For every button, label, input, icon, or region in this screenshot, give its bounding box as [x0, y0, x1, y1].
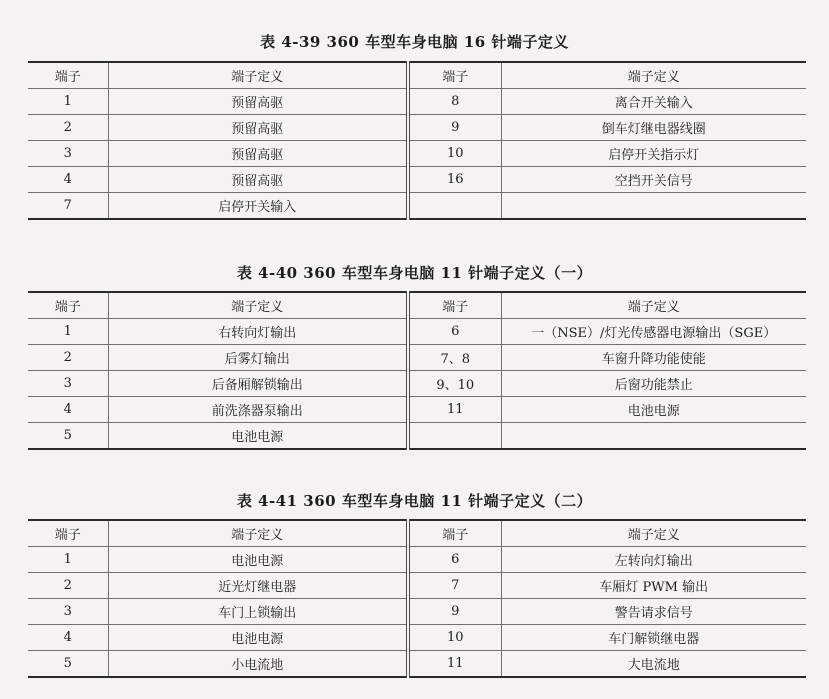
terminal-cell: 10	[408, 625, 501, 651]
terminal-cell: 16	[408, 167, 501, 193]
definition-cell: 后雾灯输出	[108, 345, 408, 371]
terminal-cell: 6	[408, 547, 501, 573]
table-row	[28, 141, 806, 167]
header-definition: 端子定义	[501, 520, 806, 547]
definition-cell: 电池电源	[501, 397, 806, 423]
definition-cell: 近光灯继电器	[108, 573, 408, 599]
terminal-cell: 3	[28, 371, 108, 397]
table-row	[28, 651, 806, 678]
table-header-row	[28, 62, 806, 89]
terminal-cell: 11	[408, 651, 501, 678]
definition-cell: 倒车灯继电器线圈	[501, 115, 806, 141]
table-row	[28, 345, 806, 371]
definition-cell: 预留高驱	[108, 141, 408, 167]
terminal-cell: 9、10	[408, 371, 501, 397]
terminal-cell: 3	[28, 141, 108, 167]
definition-cell: 车门上锁输出	[108, 599, 408, 625]
definition-cell	[501, 423, 806, 450]
header-definition: 端子定义	[108, 292, 408, 319]
definition-cell: 空挡开关信号	[501, 167, 806, 193]
definition-cell: 预留高驱	[108, 89, 408, 115]
terminal-cell	[408, 423, 501, 450]
header-terminal: 端子	[28, 62, 108, 89]
terminal-cell: 7、8	[408, 345, 501, 371]
header-definition: 端子定义	[108, 62, 408, 89]
terminal-cell: 7	[408, 573, 501, 599]
definition-cell: 警告请求信号	[501, 599, 806, 625]
definition-cell: 预留高驱	[108, 115, 408, 141]
table-row	[28, 397, 806, 423]
terminal-cell: 1	[28, 89, 108, 115]
definition-cell: 车门解锁继电器	[501, 625, 806, 651]
table-row	[28, 371, 806, 397]
terminal-cell: 9	[408, 599, 501, 625]
table-row	[28, 167, 806, 193]
definition-cell: 车窗升降功能使能	[501, 345, 806, 371]
definition-cell: 离合开关输入	[501, 89, 806, 115]
definition-cell: 小电流地	[108, 651, 408, 678]
definition-cell: 大电流地	[501, 651, 806, 678]
header-terminal: 端子	[28, 520, 108, 547]
table-4-41-caption: 表 4-41 360 车型车身电脑 11 针端子定义（二）	[236, 492, 593, 510]
table-row	[28, 89, 806, 115]
definition-cell: 电池电源	[108, 625, 408, 651]
terminal-cell: 8	[408, 89, 501, 115]
terminal-cell: 2	[28, 345, 108, 371]
header-terminal: 端子	[408, 520, 501, 547]
definition-cell: 启停开关指示灯	[501, 141, 806, 167]
table-4-39-caption: 表 4-39 360 车型车身电脑 16 针端子定义	[260, 33, 569, 51]
table-row	[28, 319, 806, 345]
table-row	[28, 599, 806, 625]
terminal-cell: 7	[28, 193, 108, 220]
terminal-cell: 11	[408, 397, 501, 423]
table-row	[28, 193, 806, 220]
definition-cell: 电池电源	[108, 547, 408, 573]
terminal-cell: 9	[408, 115, 501, 141]
terminal-cell: 6	[408, 319, 501, 345]
table-row	[28, 115, 806, 141]
definition-cell: 启停开关输入	[108, 193, 408, 220]
table-header-row	[28, 520, 806, 547]
definition-cell: 后窗功能禁止	[501, 371, 806, 397]
table-row	[28, 423, 806, 450]
terminal-cell	[408, 193, 501, 220]
table-4-39	[28, 61, 806, 220]
header-terminal: 端子	[408, 292, 501, 319]
table-row	[28, 625, 806, 651]
terminal-cell: 1	[28, 547, 108, 573]
terminal-cell: 5	[28, 423, 108, 450]
header-terminal: 端子	[28, 292, 108, 319]
definition-cell: 一（NSE）/灯光传感器电源输出（SGE）	[501, 319, 806, 345]
terminal-cell: 10	[408, 141, 501, 167]
definition-cell: 预留高驱	[108, 167, 408, 193]
terminal-cell: 5	[28, 651, 108, 678]
table-row	[28, 573, 806, 599]
definition-cell: 后备厢解锁输出	[108, 371, 408, 397]
table-4-40	[28, 291, 806, 450]
definition-cell	[501, 193, 806, 220]
terminal-cell: 4	[28, 397, 108, 423]
terminal-cell: 1	[28, 319, 108, 345]
header-definition: 端子定义	[501, 62, 806, 89]
table-header-row	[28, 292, 806, 319]
header-definition: 端子定义	[501, 292, 806, 319]
terminal-cell: 4	[28, 625, 108, 651]
table-4-41	[28, 519, 806, 678]
definition-cell: 前洗涤器泵输出	[108, 397, 408, 423]
table-row	[28, 547, 806, 573]
definition-cell: 右转向灯输出	[108, 319, 408, 345]
terminal-cell: 2	[28, 115, 108, 141]
header-terminal: 端子	[408, 62, 501, 89]
table-4-40-caption: 表 4-40 360 车型车身电脑 11 针端子定义（一）	[236, 264, 593, 282]
header-definition: 端子定义	[108, 520, 408, 547]
definition-cell: 车厢灯 PWM 输出	[501, 573, 806, 599]
terminal-cell: 4	[28, 167, 108, 193]
terminal-cell: 2	[28, 573, 108, 599]
terminal-cell: 3	[28, 599, 108, 625]
definition-cell: 左转向灯输出	[501, 547, 806, 573]
definition-cell: 电池电源	[108, 423, 408, 450]
